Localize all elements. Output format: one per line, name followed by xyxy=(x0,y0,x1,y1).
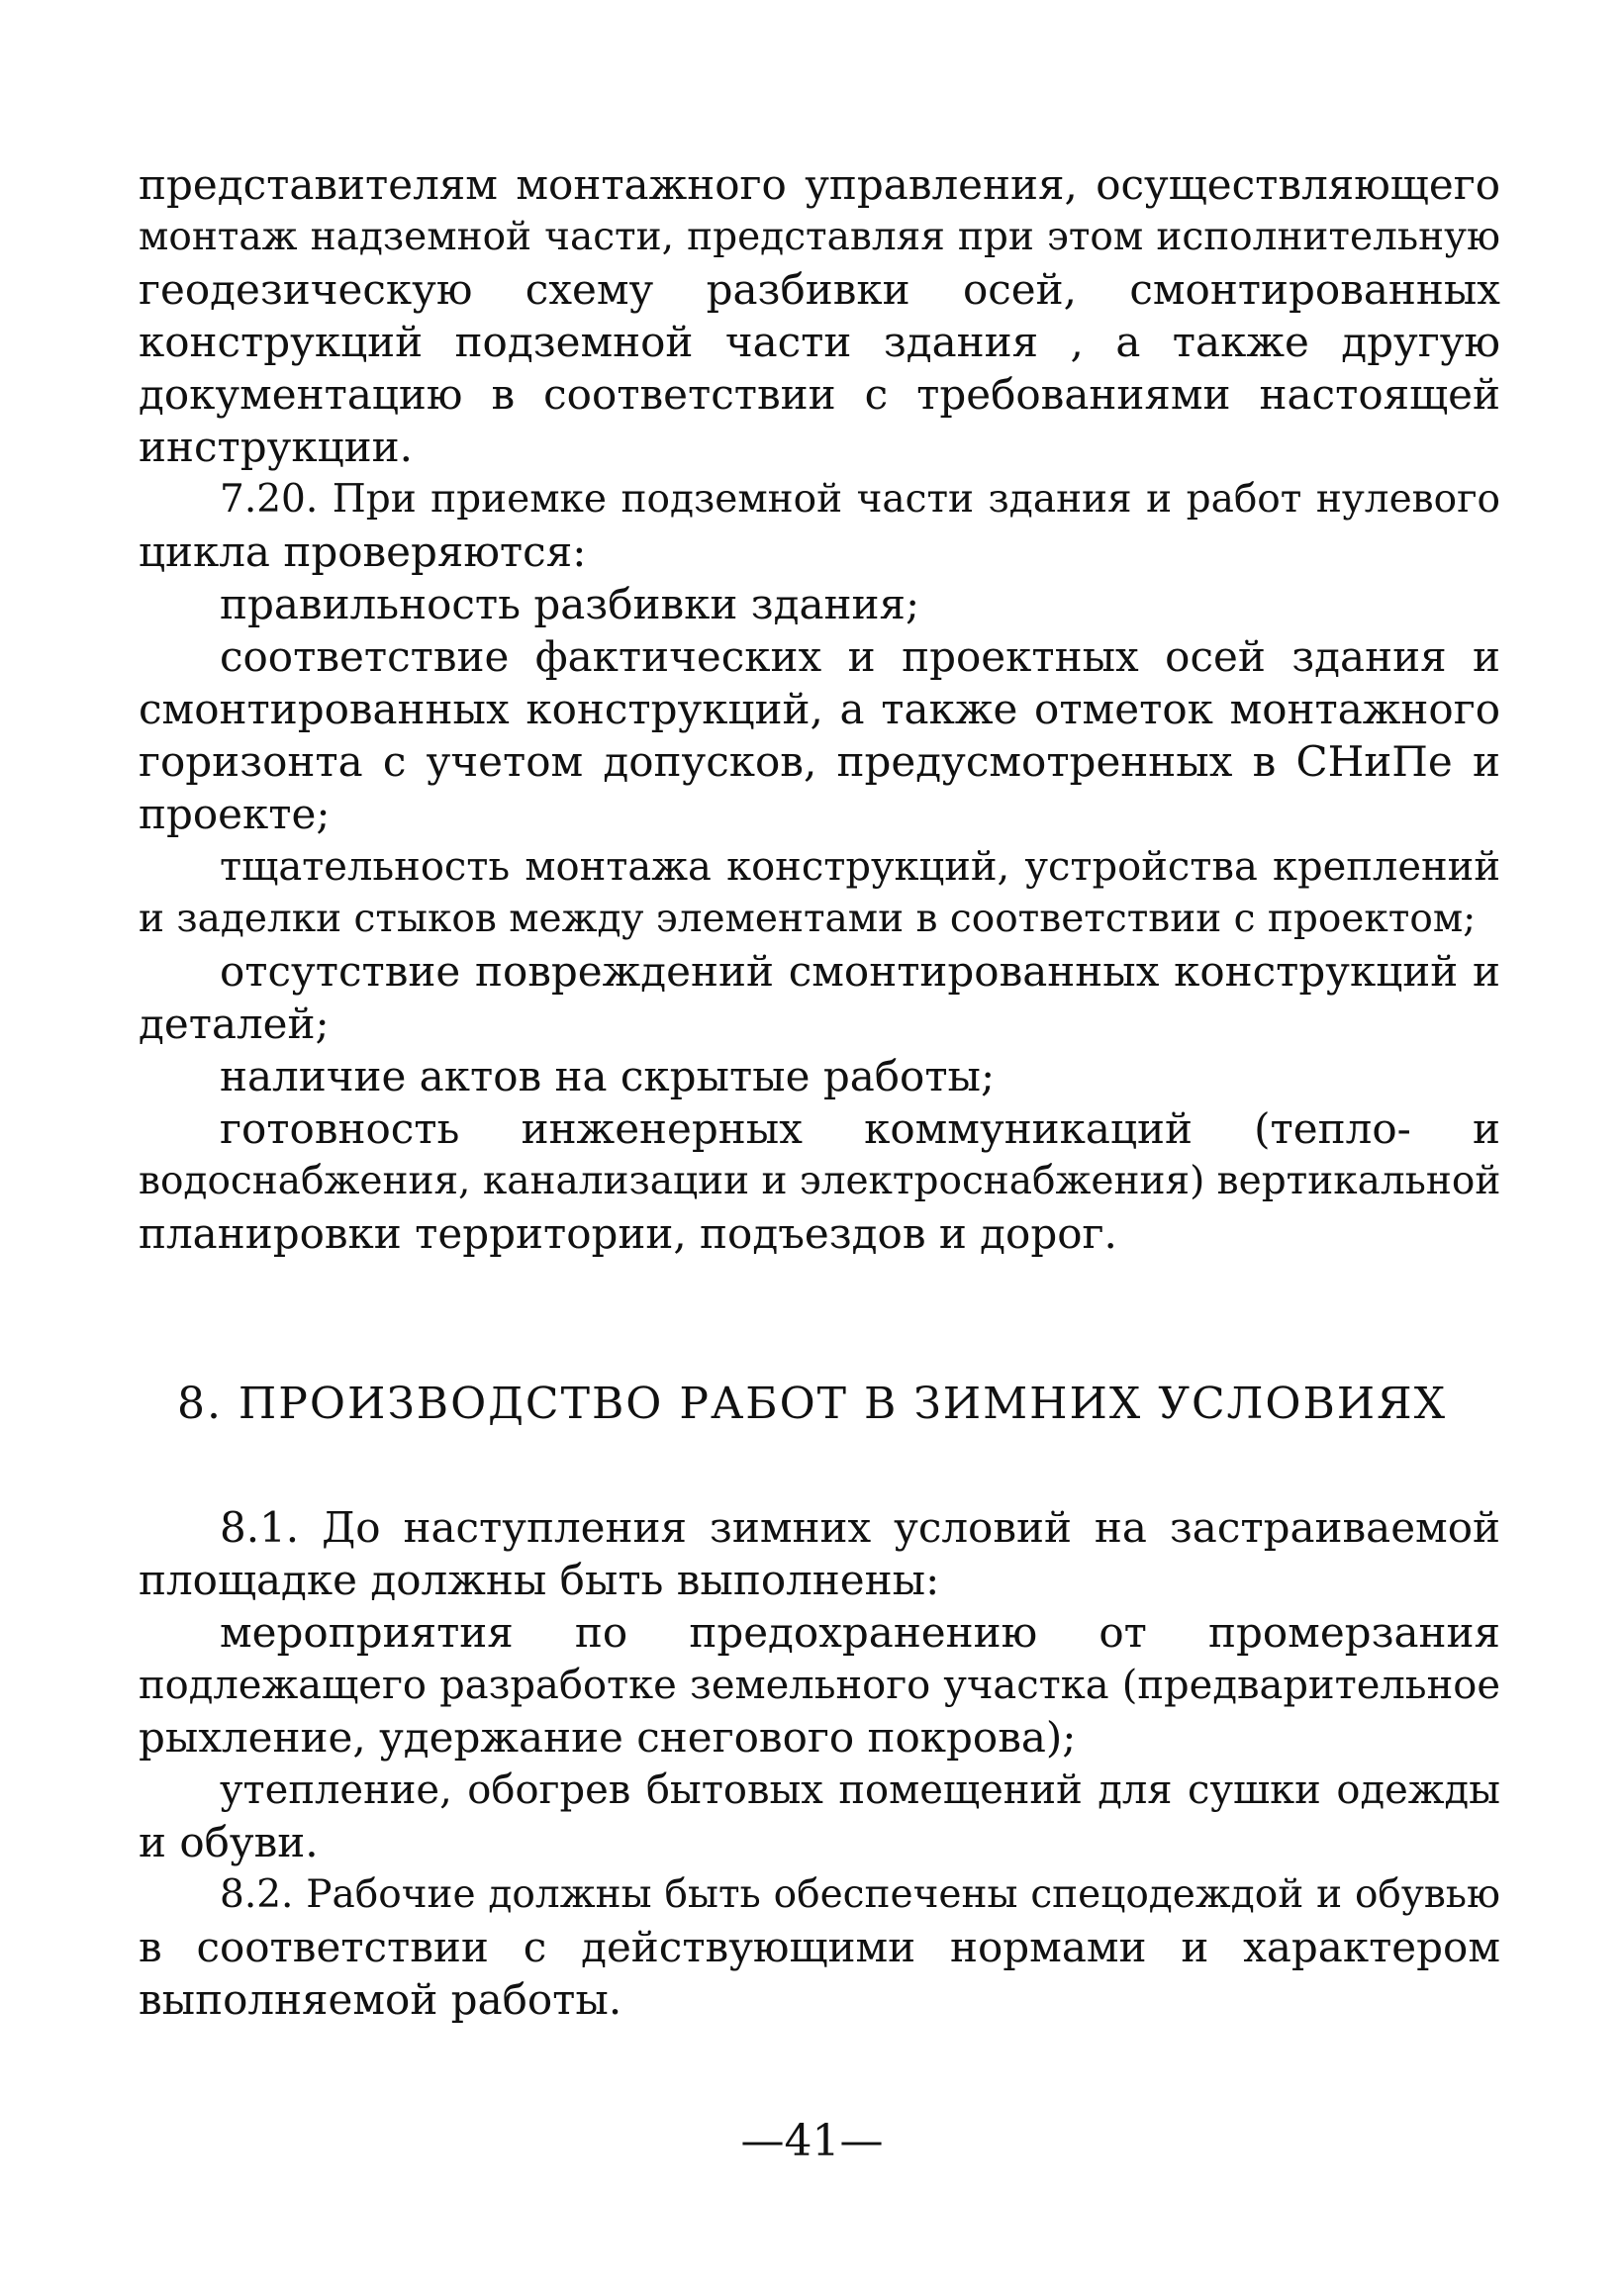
list-item: мероприятия по предохранению от промерзания xyxy=(220,1608,1500,1657)
text-line: проекте; xyxy=(139,790,331,838)
text-line: представителям монтажного управления, осуществляющего xyxy=(139,160,1500,209)
text-line: монтаж надземной части, представляя при этом исполнительную xyxy=(139,215,1500,259)
text-line: горизонта с учетом допусков, предусмотренных в СНиПе и xyxy=(139,737,1500,786)
text-line: цикла проверяются: xyxy=(139,527,587,576)
list-item: готовность инженерных коммуникаций (тепло- и xyxy=(220,1104,1500,1153)
text-line: конструкций подземной части здания , а также другую xyxy=(139,318,1500,366)
list-item: отсутствие повреждений смонтированных конструкций и xyxy=(220,947,1500,996)
text-line: и обуви. xyxy=(139,1818,319,1866)
page-number: —41— xyxy=(740,2116,884,2166)
text-line: планировки территории, подъездов и дорог. xyxy=(139,1209,1117,1258)
text-line: документацию в соответствии с требованиями настоящей xyxy=(139,370,1500,419)
list-item: правильность разбивки здания; xyxy=(220,580,920,628)
list-item: соответствие фактических и проектных осей здания и xyxy=(220,632,1500,681)
text-line: подлежащего разработке земельного участка (предварительное xyxy=(139,1663,1500,1708)
paragraph-8-2-first-line: 8.2. Рабочие должны быть обеспечены спецодеждой и обувью xyxy=(220,1872,1500,1917)
text-line: инструкции. xyxy=(139,423,413,471)
text-line: геодезическую схему разбивки осей, смонтированных xyxy=(139,265,1500,314)
list-item: тщательность монтажа конструкций, устройства креплений xyxy=(220,844,1500,890)
text-line: в соответствии с действующими нормами и характером xyxy=(139,1923,1500,1971)
text-line: водоснабжения, канализации и электроснабжения) вертикальной xyxy=(139,1159,1500,1203)
section-8-heading: 8. ПРОИЗВОДСТВО РАБОТ В ЗИМНИХ УСЛОВИЯХ xyxy=(176,1379,1448,1429)
text-line: площадке должны быть выполнены: xyxy=(139,1556,940,1604)
text-line: деталей; xyxy=(139,1000,330,1048)
list-item: наличие актов на скрытые работы; xyxy=(220,1052,996,1100)
list-item: утепление, обогрев бытовых помещений для сушки одежды xyxy=(220,1767,1500,1813)
text-line: рыхление, удержание снегового покрова); xyxy=(139,1713,1077,1762)
paragraph-8-1-first-line: 8.1. До наступления зимних условий на застраиваемой xyxy=(220,1503,1500,1552)
paragraph-7-20-first-line: 7.20. При приемке подземной части здания и работ нулевого xyxy=(220,477,1500,522)
text-line: и заделки стыков между элементами в соответствии с проектом; xyxy=(139,897,1477,941)
text-line: смонтированных конструкций, а также отметок монтажного xyxy=(139,685,1500,733)
text-line: выполняемой работы. xyxy=(139,1975,622,2024)
